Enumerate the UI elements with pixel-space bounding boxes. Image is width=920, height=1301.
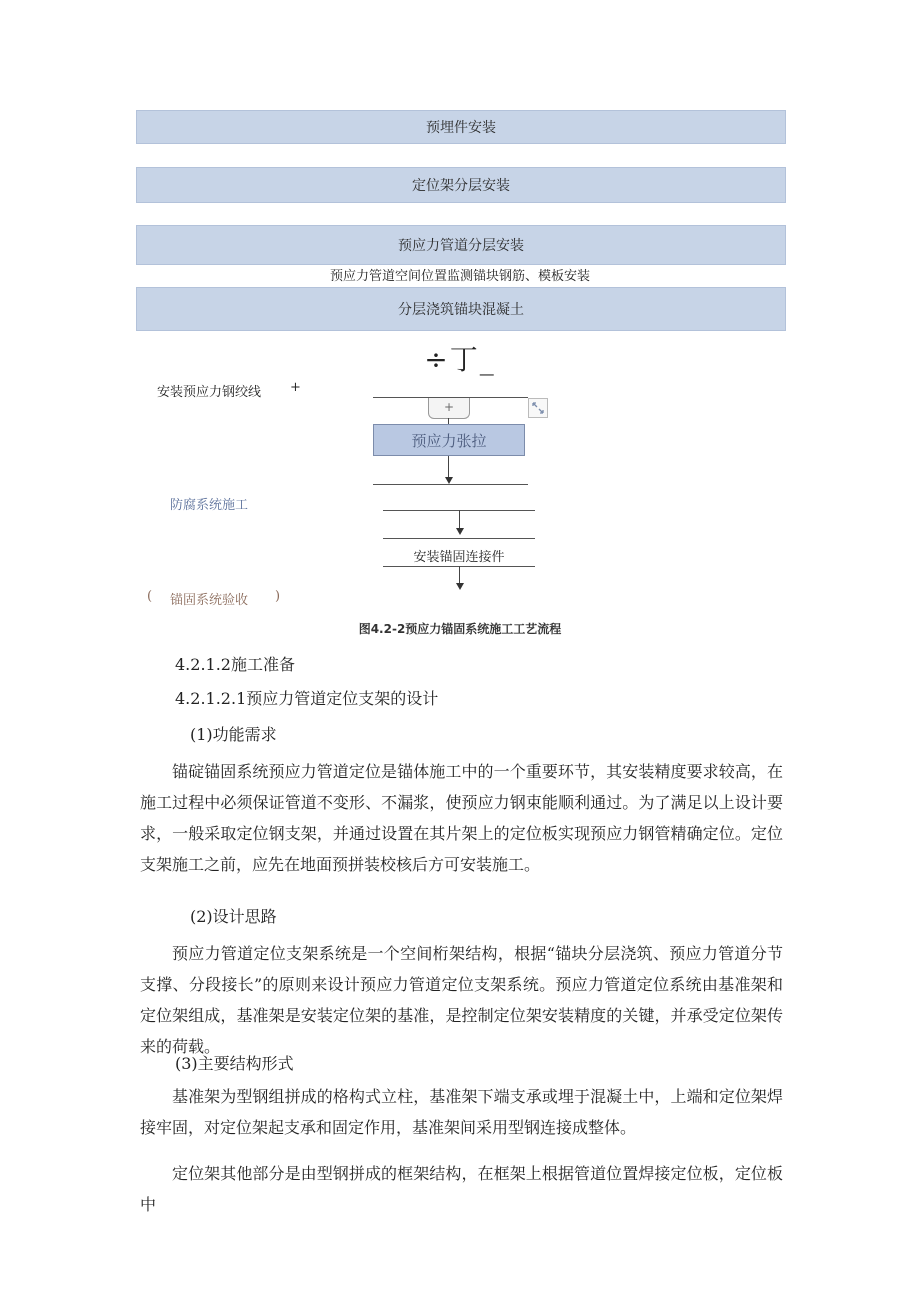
flow-step-label: 预埋件安装 xyxy=(426,120,496,136)
expand-arrows xyxy=(529,399,547,417)
flow-step-label: 预应力管道分层安装 xyxy=(398,238,524,254)
flow-acceptance-close: ) xyxy=(275,589,281,604)
flow-install-strand: 安装预应力钢绞线 xyxy=(157,385,262,400)
flow-install-anchor: 安装锚固连接件 xyxy=(413,550,505,565)
flow-step-positioning-frame xyxy=(136,167,786,203)
flow-arrowhead xyxy=(445,477,453,484)
flow-connector xyxy=(459,566,460,584)
expand-icon xyxy=(528,398,548,418)
subheading-design: (2)设计思路 xyxy=(190,907,277,926)
flow-anticorrosion: 防腐系统施工 xyxy=(170,498,249,513)
paragraph-frame: 定位架其他部分是由型钢拼成的框架结构，在框架上根据管道位置焊接定位板，定位板中 xyxy=(140,1164,783,1214)
flow-hline xyxy=(383,538,535,539)
subheading-structure: (3)主要结构形式 xyxy=(175,1054,294,1073)
flow-arrowhead xyxy=(456,583,464,590)
flow-step-label: 预应力张拉 xyxy=(411,431,487,450)
flow-plus-mark: + xyxy=(290,380,301,395)
section-heading-4-2-1-2-1: 4.2.1.2.1预应力管道定位支架的设计 xyxy=(175,689,439,708)
paragraph-design: 预应力管道定位支架系统是一个空间桁架结构，根据“锚块分层浇筑、预应力管道分节支撑、分段接长”的原则来设计预应力管道定位支架系统。预应力管道定位系统由基准架和定位架组成，基准架是安装定位架的基准，是控制定位架安装精度的关键，并承受定位架传来的荷载。 xyxy=(140,944,783,1056)
paragraph-structure: 基准架为型钢组拼成的格构式立柱，基准架下端支承或埋于混凝土中，上端和定位架焊接牢固，对定位架起支承和固定作用，基准架间采用型钢连接成整体。 xyxy=(140,1087,783,1137)
flow-connector xyxy=(459,510,460,529)
flow-step-tension xyxy=(373,424,525,456)
flow-arrowhead xyxy=(456,528,464,535)
flow-step-label: 分层浇筑锚块混凝土 xyxy=(398,302,524,318)
flow-glyph-row: ÷丁_ xyxy=(424,343,496,376)
flow-acceptance-open: ( xyxy=(147,589,153,604)
flow-plus-box-label: + xyxy=(443,400,455,414)
flow-step-concrete-pour xyxy=(136,287,786,331)
flow-step-label: 定位架分层安装 xyxy=(412,178,510,194)
figure-caption: 图4.2-2预应力锚固系统施工工艺流程 xyxy=(358,622,562,636)
flow-step-embedded-parts xyxy=(136,110,786,144)
flow-step-duct-install xyxy=(136,225,786,265)
flow-hline xyxy=(373,484,528,485)
flow-acceptance: 锚固系统验收 xyxy=(170,593,249,608)
section-heading-4-2-1-2: 4.2.1.2施工准备 xyxy=(175,655,295,674)
paragraph-function: 锚碇锚固系统预应力管道定位是锚体施工中的一个重要环节，其安装精度要求较高，在施工过程中必须保证管道不变形、不漏浆，使预应力钢束能顺利通过。为了满足以上设计要求，一般采取定位钢支架，并通过设置在其片架上的定位板实现预应力钢管精确定位。定位支架施工之前，应先在地面预拼装校核后方可安装施工。 xyxy=(140,762,783,874)
subheading-function: (1)功能需求 xyxy=(190,725,277,744)
flow-connector xyxy=(448,456,449,478)
flow-plus-box xyxy=(428,398,470,419)
flow-monitor-line: 预应力管道空间位置监测锚块钢筋、模板安装 xyxy=(329,269,590,284)
